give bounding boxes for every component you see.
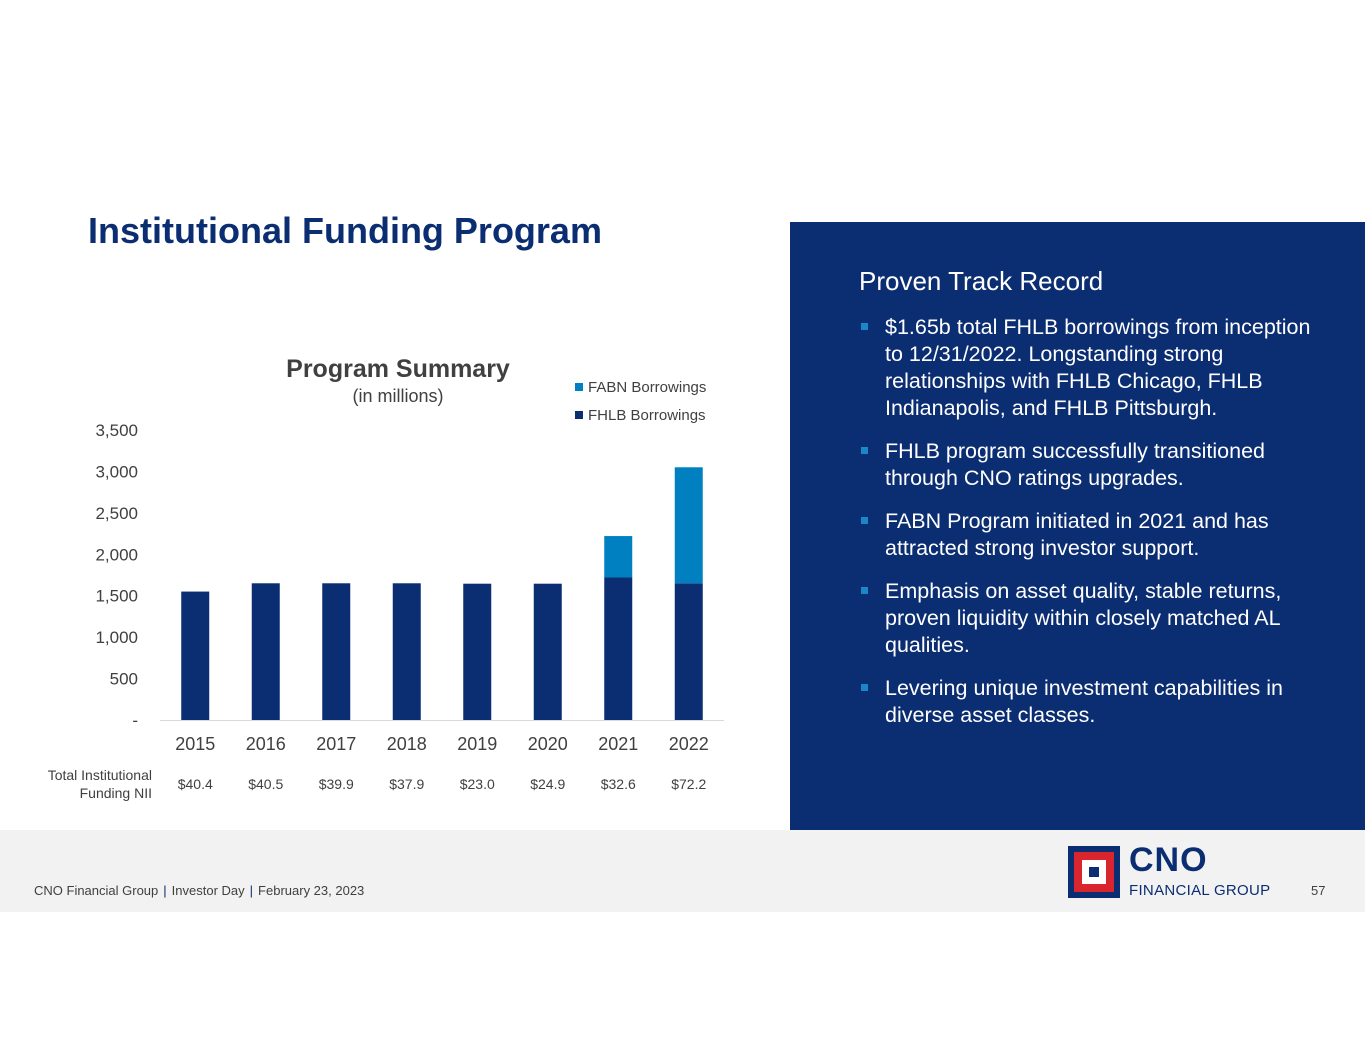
logo-subtitle: FINANCIAL GROUP	[1129, 882, 1271, 899]
footer	[0, 830, 1365, 912]
nii-value: $24.9	[530, 776, 566, 792]
bullet-item	[859, 314, 1329, 422]
footer-event: Investor Day	[171, 883, 245, 898]
x-tick-label: 2015	[175, 734, 216, 754]
x-tick-label: 2018	[386, 734, 427, 754]
bullet-item	[859, 675, 1329, 729]
bullet-text: FHLB program successfully transitioned through CNO ratings upgrades.	[885, 439, 1265, 490]
footer-company: CNO Financial Group	[34, 883, 159, 898]
cno-logo	[1068, 841, 1273, 899]
page-number: 57	[1311, 883, 1326, 898]
page-title: Institutional Funding Program	[88, 210, 602, 251]
y-tick-label: -	[132, 711, 138, 730]
bar-fhlb-2018	[393, 583, 421, 720]
x-tick-label: 2016	[245, 734, 286, 754]
track-record-panel	[790, 222, 1365, 830]
square-bullet-icon	[861, 323, 868, 330]
nii-value: $37.9	[389, 776, 425, 792]
logo-name: CNO	[1129, 841, 1208, 879]
x-tick-label: 2019	[457, 734, 498, 754]
square-bullet-icon	[861, 684, 868, 691]
y-tick-label: 1,500	[95, 586, 138, 606]
bullet-list	[859, 314, 1329, 745]
square-bullet-icon	[861, 517, 868, 524]
bar-fhlb-2015	[181, 592, 209, 720]
x-tick-label: 2022	[668, 734, 709, 754]
x-tick-label: 2020	[527, 734, 568, 754]
bullet-text: Levering unique investment capabilities in diverse asset classes.	[885, 676, 1283, 727]
y-tick-label: 2,000	[95, 545, 138, 565]
bar-fhlb-2017	[322, 583, 350, 720]
panel-heading: Proven Track Record	[859, 266, 1104, 296]
nii-row-label: Total Institutional Funding NII	[47, 767, 152, 801]
footer-separator: |	[163, 883, 167, 898]
nii-value: $32.6	[600, 776, 636, 792]
x-tick-label: 2021	[598, 734, 639, 754]
x-tick-label: 2017	[316, 734, 357, 754]
y-tick-label: 3,500	[95, 421, 138, 440]
y-tick-label: 2,500	[95, 503, 138, 523]
bar-fhlb-2020	[534, 584, 562, 720]
nii-value: $72.2	[671, 776, 707, 792]
bar-fhlb-2021	[604, 577, 632, 720]
square-bullet-icon	[861, 447, 868, 454]
bullet-text: Emphasis on asset quality, stable returns, proven liquidity within closely matched AL qualities.	[885, 579, 1282, 657]
footer-date: February 23, 2023	[258, 883, 365, 898]
bar-fhlb-2016	[252, 583, 280, 720]
bullet-item	[859, 578, 1329, 659]
chart-title: Program Summary	[286, 355, 510, 383]
nii-value: $23.0	[459, 776, 495, 792]
y-tick-label: 500	[109, 669, 138, 689]
cno-logo-icon	[1068, 846, 1120, 898]
legend-label-fabn: FABN Borrowings	[588, 378, 707, 396]
bullet-text: FABN Program initiated in 2021 and has attracted strong investor support.	[885, 509, 1269, 560]
bar-fabn-2021	[604, 536, 632, 577]
legend-label-fhlb: FHLB Borrowings	[588, 406, 706, 424]
footer-separator: |	[249, 883, 254, 898]
y-tick-label: 1,000	[95, 628, 138, 648]
bar-fhlb-2022	[675, 583, 703, 720]
footer-text	[34, 883, 364, 898]
bar-chart	[0, 0, 790, 830]
nii-value: $40.5	[248, 776, 284, 792]
bullet-item	[859, 508, 1329, 562]
bar-fhlb-2019	[463, 584, 491, 720]
chart-subtitle: (in millions)	[352, 386, 444, 406]
nii-value: $39.9	[318, 776, 354, 792]
y-tick-label: 3,000	[95, 462, 138, 482]
square-bullet-icon	[861, 587, 868, 594]
nii-value: $40.4	[177, 776, 213, 792]
bullet-item	[859, 438, 1329, 492]
bullet-text: $1.65b total FHLB borrowings from inception to 12/31/2022. Longstanding strong relationships with FHLB Chicago, FHLB Indianapolis, and FHLB Pittsburgh.	[885, 315, 1311, 420]
bar-fabn-2022	[675, 467, 703, 583]
